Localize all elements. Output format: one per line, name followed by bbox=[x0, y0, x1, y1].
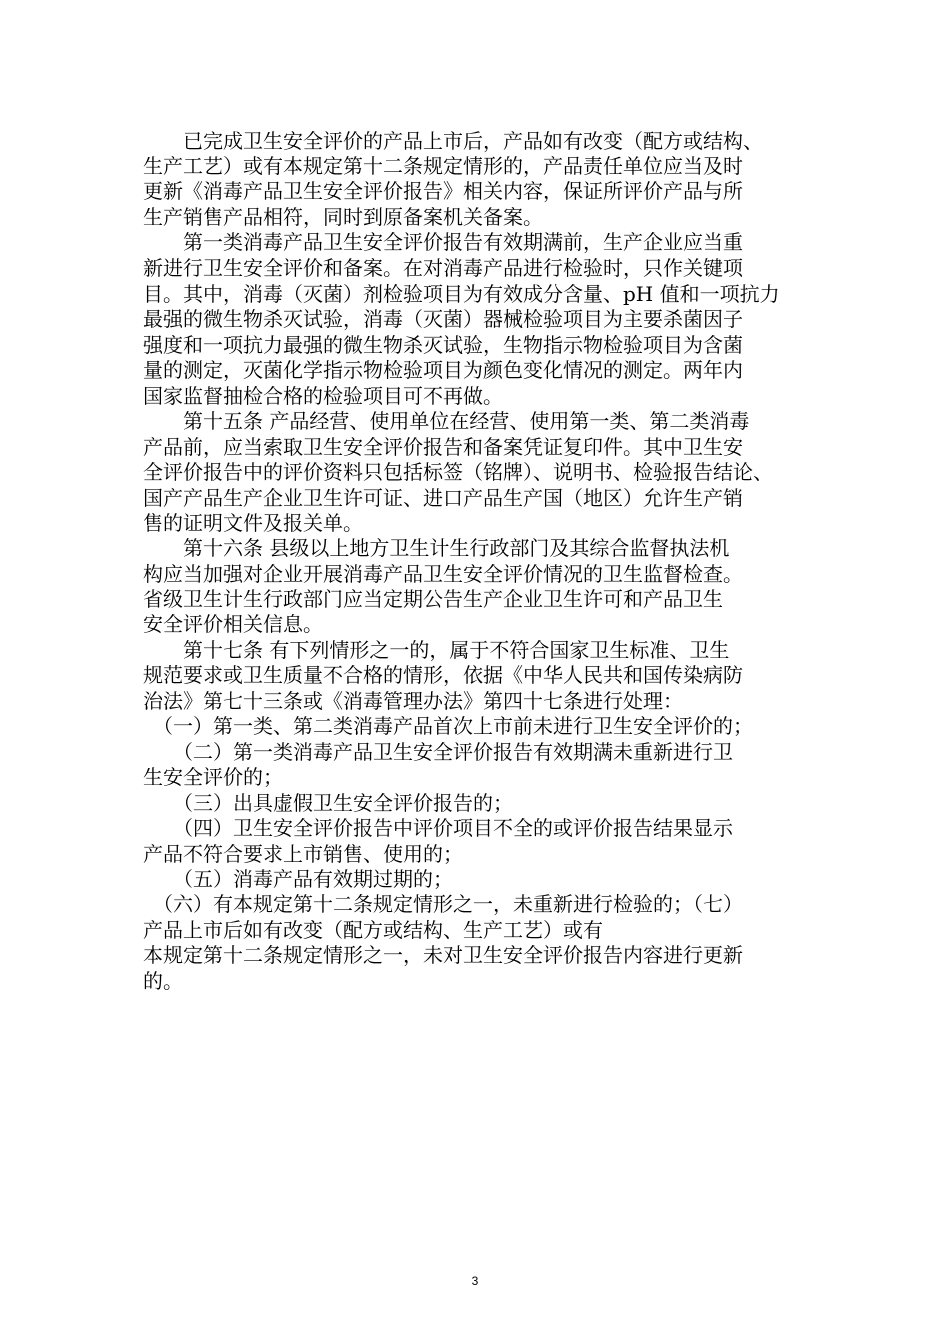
text-line: 已完成卫生安全评价的产品上市后，产品如有改变（配方或结构、 bbox=[143, 129, 763, 153]
text-line: 规范要求或卫生质量不合格的情形，依据《中华人民共和国传染病防 bbox=[143, 663, 743, 687]
page-number: 3 bbox=[471, 1274, 479, 1288]
text-line: 本规定第十二条规定情形之一，未对卫生安全评价报告内容进行更新 bbox=[143, 943, 743, 967]
text-line: （二）第一类消毒产品卫生安全评价报告有效期满未重新进行卫 bbox=[143, 740, 733, 764]
text-line: （四）卫生安全评价报告中评价项目不全的或评价报告结果显示 bbox=[143, 816, 733, 840]
text-line: （六）有本规定第十二条规定情形之一，未重新进行检验的；（七） bbox=[143, 892, 743, 916]
text-line: 省级卫生计生行政部门应当定期公告生产企业卫生许可和产品卫生 bbox=[143, 587, 723, 611]
text-line: 强度和一项抗力最强的微生物杀灭试验，生物指示物检验项目为含菌 bbox=[143, 333, 743, 357]
text-line: 第十六条 县级以上地方卫生计生行政部门及其综合监督执法机 bbox=[143, 536, 730, 560]
text-line: 第一类消毒产品卫生安全评价报告有效期满前，生产企业应当重 bbox=[143, 230, 743, 254]
text-line: 产品不符合要求上市销售、使用的； bbox=[143, 842, 463, 866]
text-line: 新进行卫生安全评价和备案。在对消毒产品进行检验时，只作关键项 bbox=[143, 256, 743, 280]
text-line: 的。 bbox=[143, 969, 183, 993]
text-line: 安全评价相关信息。 bbox=[143, 612, 323, 636]
text-line: 产品上市后如有改变（配方或结构、生产工艺）或有 bbox=[143, 918, 603, 942]
text-line: 生产销售产品相符，同时到原备案机关备案。 bbox=[143, 205, 543, 229]
text-line: 更新《消毒产品卫生安全评价报告》相关内容，保证所评价产品与所 bbox=[143, 179, 743, 203]
text-line: （五）消毒产品有效期过期的； bbox=[143, 867, 453, 891]
text-line: 治法》第七十三条或《消毒管理办法》第四十七条进行处理： bbox=[143, 689, 683, 713]
text-line: 构应当加强对企业开展消毒产品卫生安全评价情况的卫生监督检查。 bbox=[143, 562, 743, 586]
text-line: 第十五条 产品经营、使用单位在经营、使用第一类、第二类消毒 bbox=[143, 409, 750, 433]
text-line: （一）第一类、第二类消毒产品首次上市前未进行卫生安全评价的； bbox=[143, 714, 753, 738]
text-line: 目。其中，消毒（灭菌）剂检验项目为有效成分含量、pH 值和一项抗力 bbox=[143, 282, 780, 306]
text-line: （三）出具虚假卫生安全评价报告的； bbox=[143, 791, 513, 815]
text-line: 产品前，应当索取卫生安全评价报告和备案凭证复印件。其中卫生安 bbox=[143, 435, 743, 459]
text-line: 售的证明文件及报关单。 bbox=[143, 511, 363, 535]
text-line: 最强的微生物杀灭试验，消毒（灭菌）器械检验项目为主要杀菌因子 bbox=[143, 307, 743, 331]
text-line: 生安全评价的； bbox=[143, 765, 283, 789]
text-line: 第十七条 有下列情形之一的，属于不符合国家卫生标准、卫生 bbox=[143, 638, 730, 662]
text-line: 国产产品生产企业卫生许可证、进口产品生产国（地区）允许生产销 bbox=[143, 486, 743, 510]
text-line: 生产工艺）或有本规定第十二条规定情形的，产品责任单位应当及时 bbox=[143, 154, 743, 178]
text-line: 国家监督抽检合格的检验项目可不再做。 bbox=[143, 384, 503, 408]
text-line: 量的测定，灭菌化学指示物检验项目为颜色变化情况的测定。两年内 bbox=[143, 358, 743, 382]
text-line: 全评价报告中的评价资料只包括标签（铭牌）、说明书、检验报告结论、 bbox=[143, 460, 773, 484]
